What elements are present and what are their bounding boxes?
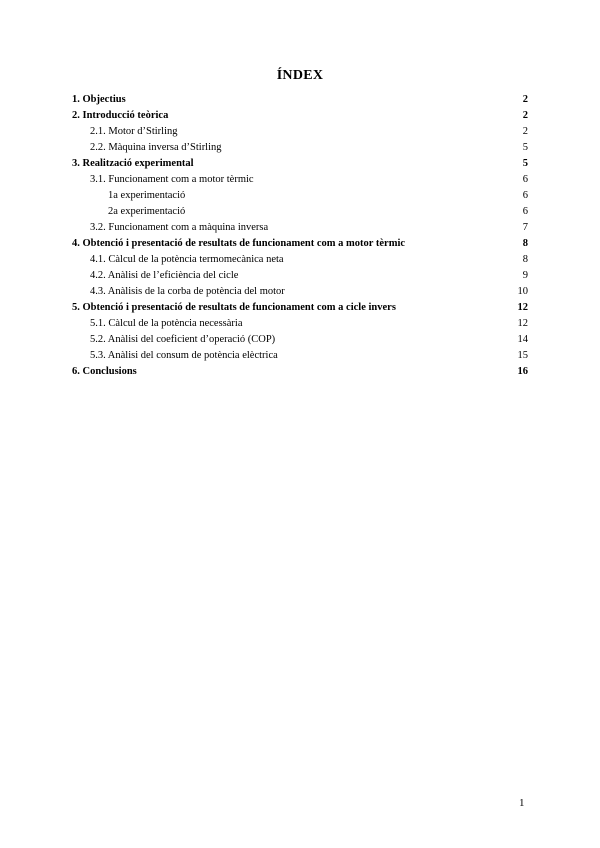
toc-entry-analisi-cop[interactable] (72, 332, 528, 348)
toc-entry-label: 4. Obtenció i presentació de resultats de funcionament com a motor tèrmic (72, 238, 406, 249)
toc-entry-page: 5 (522, 142, 528, 153)
toc-entry-page: 15 (517, 350, 528, 361)
toc-entry-page: 2 (522, 110, 528, 121)
toc-entry-2a-experimentacio[interactable] (72, 204, 528, 220)
toc-entry-1a-experimentacio[interactable] (72, 188, 528, 204)
toc-entry-page: 12 (517, 302, 528, 313)
toc-entry-page: 8 (522, 254, 528, 265)
toc-entry-label: 4.2. Anàlisi de l’eficiència del cicle (90, 270, 239, 281)
toc-entry-label: 1. Objectius (72, 94, 126, 105)
toc-entry-funcionament-maquina-inversa[interactable] (72, 220, 528, 236)
toc-entry-label: 4.3. Anàlisis de la corba de potència del motor (90, 286, 285, 297)
toc-entry-resultats-cicle-invers[interactable] (72, 300, 528, 316)
toc-entry-analisis-corba-potencia[interactable] (72, 284, 528, 300)
toc-entry-page: 2 (522, 94, 528, 105)
toc-entry-conclusions[interactable] (72, 364, 528, 380)
toc-entry-page: 6 (522, 174, 528, 185)
toc-entry-motor-stirling[interactable] (72, 124, 528, 140)
toc-entry-page: 10 (517, 286, 528, 297)
toc-title: ÍNDEX (276, 68, 324, 83)
toc-entry-funcionament-motor-termic[interactable] (72, 172, 528, 188)
toc-entry-label: 2.1. Motor d’Stirling (90, 126, 178, 137)
toc-entry-label: 3.2. Funcionament com a màquina inversa (90, 222, 269, 233)
toc-entry-page: 16 (517, 366, 528, 377)
toc-entry-page: 6 (522, 206, 528, 217)
toc-entry-label: 5.1. Càlcul de la potència necessària (90, 318, 243, 329)
toc-entry-label: 5.2. Anàlisi del coeficient d’operació (COP) (90, 334, 276, 345)
toc-entry-label: 5. Obtenció i presentació de resultats de funcionament com a cicle invers (72, 302, 396, 313)
toc-entry-page: 9 (522, 270, 528, 281)
toc-entry-page: 12 (517, 318, 528, 329)
toc-entry-page: 2 (522, 126, 528, 137)
toc-entry-label: 2. Introducció teòrica (72, 110, 169, 121)
toc-entry-realitzacio-experimental[interactable] (72, 156, 528, 172)
toc-entry-label: 3. Realització experimental (72, 158, 194, 169)
toc-entry-label: 3.1. Funcionament com a motor tèrmic (90, 174, 254, 185)
toc-entry-page: 7 (522, 222, 528, 233)
toc-entry-label: 6. Conclusions (72, 366, 137, 377)
toc-entry-page: 8 (522, 238, 528, 249)
toc-entry-page: 14 (517, 334, 528, 345)
toc-entry-label: 1a experimentació (108, 190, 186, 201)
page-number: 1 (519, 797, 525, 809)
toc-entry-resultats-motor-termic[interactable] (72, 236, 528, 252)
toc-entry-calcul-potencia-termomecanica[interactable] (72, 252, 528, 268)
toc-entry-page: 6 (522, 190, 528, 201)
toc-entry-introduccio-teorica[interactable] (72, 108, 528, 124)
toc-entry-page: 5 (522, 158, 528, 169)
table-of-contents (72, 92, 528, 380)
toc-entry-label: 2a experimentació (108, 206, 186, 217)
toc-entry-label: 2.2. Màquina inversa d’Stirling (90, 142, 222, 153)
toc-entry-analisi-consum-potencia[interactable] (72, 348, 528, 364)
toc-entry-calcul-potencia-necessaria[interactable] (72, 316, 528, 332)
toc-entry-analisi-eficiencia[interactable] (72, 268, 528, 284)
toc-entry-label: 5.3. Anàlisi del consum de potència elèctrica (90, 350, 278, 361)
toc-entry-objectius[interactable] (72, 92, 528, 108)
toc-entry-label: 4.1. Càlcul de la potència termomecànica neta (90, 254, 284, 265)
toc-entry-maquina-inversa-stirling[interactable] (72, 140, 528, 156)
